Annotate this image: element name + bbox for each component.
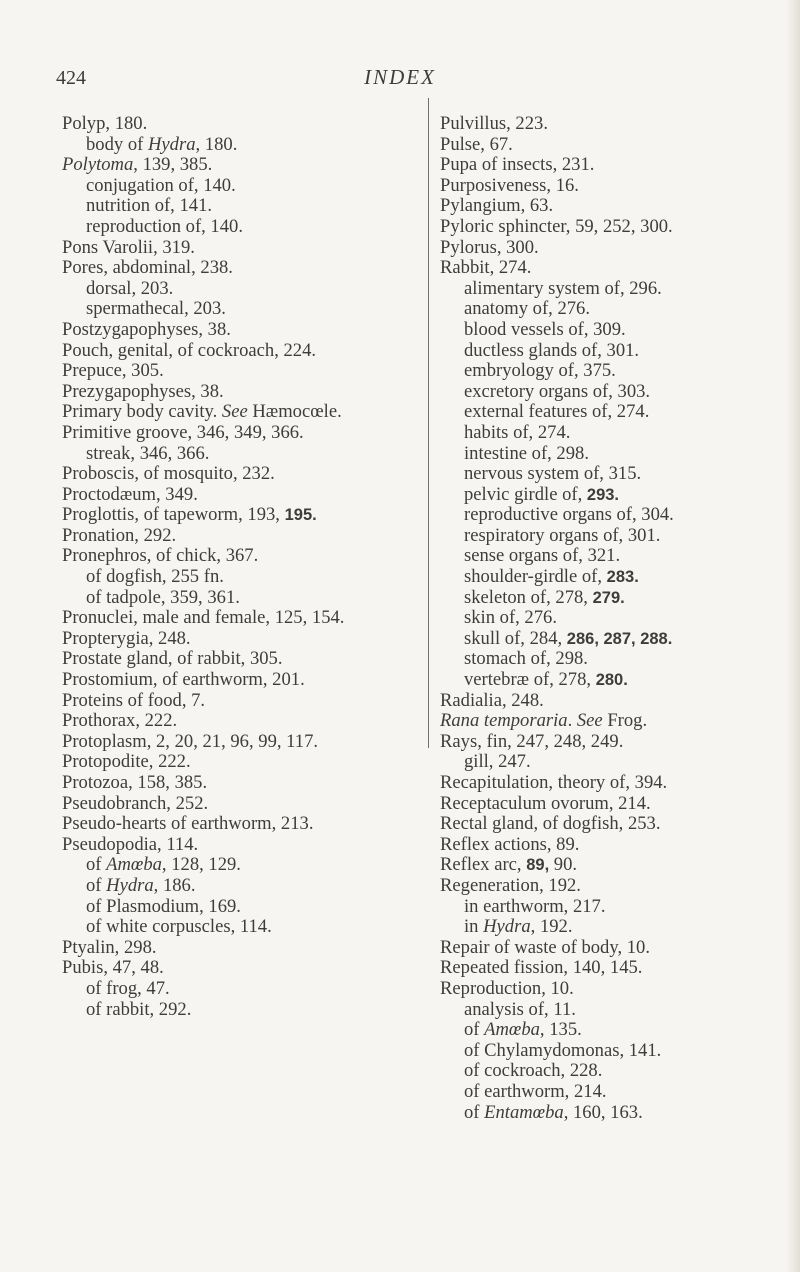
index-entry: Prepuce, 305.: [62, 360, 164, 382]
index-subentry: excretory organs of, 303.: [464, 380, 651, 402]
index-entry: Proboscis, of mosquito, 232.: [62, 463, 275, 485]
index-subentry: streak, 346, 366.: [86, 442, 210, 464]
index-entry: Proctodæum, 349.: [62, 483, 198, 505]
index-entry: Pseudo-hearts of earthworm, 213.: [62, 813, 314, 835]
index-subentry: sense organs of, 321.: [464, 545, 621, 567]
index-subentry: blood vessels of, 309.: [464, 318, 626, 340]
index-subentry: in Hydra, 192.: [464, 916, 573, 938]
index-subentry: respiratory organs of, 301.: [464, 524, 661, 546]
index-subentry: of frog, 47.: [86, 977, 170, 999]
index-subentry: of Chylamydomonas, 141.: [464, 1039, 662, 1061]
index-entry: Prezygapophyses, 38.: [62, 380, 224, 402]
index-subentry: of Hydra, 186.: [86, 874, 196, 896]
index-entry: Purposiveness, 16.: [440, 174, 579, 196]
index-subentry: embryology of, 375.: [464, 360, 616, 382]
index-entry: Radialia, 248.: [440, 689, 544, 711]
index-entry: Prothorax, 222.: [62, 710, 178, 732]
page-edge-shadow: [786, 0, 800, 1272]
index-subentry: reproductive organs of, 304.: [464, 504, 674, 526]
index-entry: Reproduction, 10.: [440, 977, 574, 999]
index-entry: Pupa of insects, 231.: [440, 154, 595, 176]
index-subentry: nutrition of, 141.: [86, 195, 213, 217]
index-entry: Protopodite, 222.: [62, 751, 191, 773]
index-entry: Receptaculum ovorum, 214.: [440, 792, 651, 814]
index-entry: Pubis, 47, 48.: [62, 957, 164, 979]
index-entry: Pores, abdominal, 238.: [62, 257, 233, 279]
index-entry: Rays, fin, 247, 248, 249.: [440, 730, 624, 752]
index-subentry: anatomy of, 276.: [464, 298, 590, 320]
index-column-right: [440, 114, 766, 1123]
index-subentry: ductless glands of, 301.: [464, 339, 640, 361]
index-entry: Pylorus, 300.: [440, 236, 539, 258]
index-subentry: shoulder-girdle of, 283.: [464, 566, 639, 588]
index-entry: Repeated fission, 140, 145.: [440, 957, 643, 979]
index-subentry: vertebræ of, 278, 280.: [464, 669, 628, 691]
index-entry: Rectal gland, of dogfish, 253.: [440, 813, 661, 835]
index-subentry: of Amœba, 135.: [464, 1019, 582, 1041]
index-entry: Pyloric sphincter, 59, 252, 300.: [440, 215, 673, 237]
index-entry: Pylangium, 63.: [440, 195, 554, 217]
index-subentry: in earthworm, 217.: [464, 895, 606, 917]
index-subentry: analysis of, 11.: [464, 998, 576, 1020]
index-subentry: alimentary system of, 296.: [464, 277, 662, 299]
index-subentry: external features of, 274.: [464, 401, 650, 423]
index-subentry: reproduction of, 140.: [86, 215, 243, 237]
index-entry: Pulse, 67.: [440, 133, 513, 155]
index-column-left: [62, 114, 416, 1020]
index-subentry: of cockroach, 228.: [464, 1060, 603, 1082]
index-entry: Proteins of food, 7.: [62, 689, 206, 711]
index-subentry: of earthworm, 214.: [464, 1080, 607, 1102]
index-entry: Repair of waste of body, 10.: [440, 936, 650, 958]
index-subentry: of rabbit, 292.: [86, 998, 192, 1020]
index-entry: Ptyalin, 298.: [62, 936, 157, 958]
index-entry: Primary body cavity. See Hæmocœle.: [62, 401, 342, 423]
index-subentry: of Entamœba, 160, 163.: [464, 1101, 643, 1123]
index-entry: Protoplasm, 2, 20, 21, 96, 99, 117.: [62, 730, 319, 752]
index-subentry: of Amœba, 128, 129.: [86, 854, 241, 876]
index-subentry: of dogfish, 255 fn.: [86, 566, 224, 588]
index-entry: Proglottis, of tapeworm, 193, 195.: [62, 504, 317, 526]
index-subentry: spermathecal, 203.: [86, 298, 226, 320]
index-entry: Primitive groove, 346, 349, 366.: [62, 421, 304, 443]
index-entry: Regeneration, 192.: [440, 874, 581, 896]
index-entry: Rabbit, 274.: [440, 257, 532, 279]
index-entry: Prostate gland, of rabbit, 305.: [62, 648, 283, 670]
index-subentry: dorsal, 203.: [86, 277, 174, 299]
index-entry: Pronuclei, male and female, 125, 154.: [62, 607, 345, 629]
index-subentry: intestine of, 298.: [464, 442, 589, 464]
index-entry: Recapitulation, theory of, 394.: [440, 772, 668, 793]
index-subentry: of tadpole, 359, 361.: [86, 586, 240, 608]
index-entry: Pronation, 292.: [62, 524, 177, 546]
index-entry: Pons Varolii, 319.: [62, 236, 195, 258]
index-subentry: body of Hydra, 180.: [86, 133, 238, 155]
index-entry: Reflex actions, 89.: [440, 833, 580, 855]
index-entry: Pouch, genital, of cockroach, 224.: [62, 339, 317, 361]
index-entry: Prostomium, of earthworm, 201.: [62, 669, 305, 691]
page-title: INDEX: [364, 65, 436, 89]
index-entry: Pseudopodia, 114.: [62, 833, 199, 855]
index-subentry: skeleton of, 278, 279.: [464, 586, 625, 608]
index-subentry: pelvic girdle of, 293.: [464, 483, 620, 505]
index-entry: Polytoma, 139, 385.: [62, 154, 213, 176]
index-entry: Rana temporaria. See Frog.: [440, 710, 648, 732]
index-subentry: habits of, 274.: [464, 421, 571, 443]
index-subentry: gill, 247.: [464, 751, 531, 773]
index-subentry: of white corpuscles, 114.: [86, 916, 272, 938]
index-subentry: conjugation of, 140.: [86, 174, 236, 196]
index-entry: Propterygia, 248.: [62, 627, 191, 649]
index-entry: Protozoa, 158, 385.: [62, 772, 208, 793]
index-entry: Reflex arc, 89, 90.: [440, 854, 578, 876]
index-entry: Polyp, 180.: [62, 113, 148, 134]
index-subentry: nervous system of, 315.: [464, 463, 642, 485]
page-number: 424: [56, 67, 86, 89]
column-divider: [428, 98, 429, 748]
index-entry: Pulvillus, 223.: [440, 113, 548, 134]
index-subentry: skin of, 276.: [464, 607, 557, 629]
index-entry: Pseudobranch, 252.: [62, 792, 209, 814]
index-subentry: skull of, 284, 286, 287, 288.: [464, 627, 673, 649]
index-entry: Postzygapophyses, 38.: [62, 318, 231, 340]
index-entry: Pronephros, of chick, 367.: [62, 545, 259, 567]
index-subentry: stomach of, 298.: [464, 648, 588, 670]
index-subentry: of Plasmodium, 169.: [86, 895, 241, 917]
